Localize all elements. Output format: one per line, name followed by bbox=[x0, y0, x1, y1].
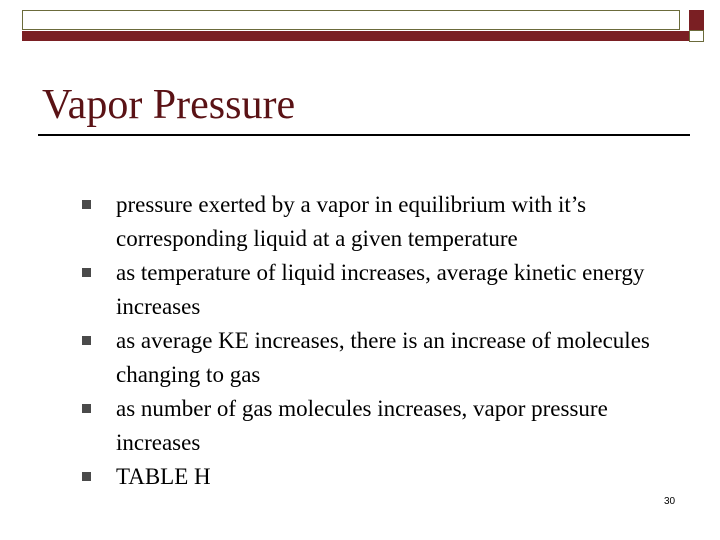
slide-title: Vapor Pressure bbox=[42, 82, 296, 128]
square-bullet-icon bbox=[82, 472, 91, 481]
square-bullet-icon bbox=[82, 268, 91, 277]
square-bullet-icon bbox=[82, 200, 91, 209]
title-divider bbox=[38, 134, 690, 136]
bullet-text: pressure exerted by a vapor in equilibrium with it’s corresponding liquid at a given temperature bbox=[116, 192, 587, 251]
square-bullet-icon bbox=[82, 404, 91, 413]
bullet-item bbox=[82, 188, 692, 256]
bullet-item bbox=[82, 324, 692, 392]
bullet-item bbox=[82, 256, 692, 324]
bullet-text: as number of gas molecules increases, vapor pressure increases bbox=[116, 396, 608, 455]
top-band-accent bbox=[22, 31, 704, 41]
bullet-text: TABLE H bbox=[116, 464, 211, 489]
corner-outline-square bbox=[689, 30, 704, 42]
bullet-item bbox=[82, 460, 692, 494]
page-number: 30 bbox=[664, 496, 676, 507]
bullet-text: as average KE increases, there is an increase of molecules changing to gas bbox=[116, 328, 650, 387]
square-bullet-icon bbox=[82, 336, 91, 345]
bullet-item bbox=[82, 392, 692, 460]
bullet-text: as temperature of liquid increases, average kinetic energy increases bbox=[116, 260, 645, 319]
bullet-list bbox=[82, 188, 692, 494]
corner-accent-square bbox=[689, 10, 704, 30]
top-band-outline bbox=[22, 10, 680, 30]
